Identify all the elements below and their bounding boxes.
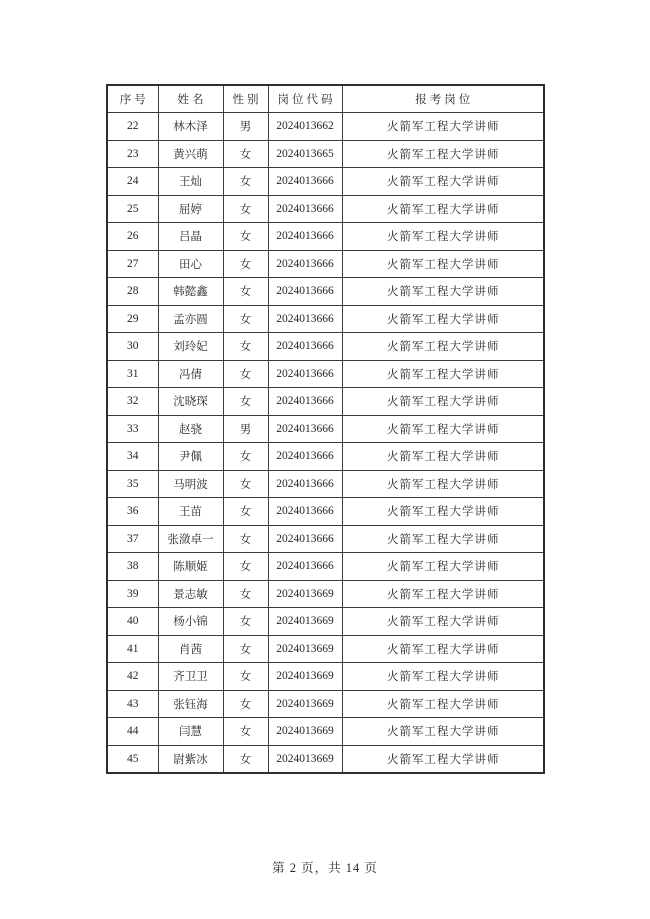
cell-name: 冯倩 — [158, 360, 223, 388]
applicant-table — [106, 84, 545, 774]
column-header-gender: 性别 — [223, 85, 268, 113]
cell-gender: 男 — [223, 415, 268, 443]
cell-position: 火箭军工程大学讲师 — [342, 745, 544, 773]
cell-serial: 23 — [107, 140, 158, 168]
cell-position: 火箭军工程大学讲师 — [342, 663, 544, 691]
cell-position: 火箭军工程大学讲师 — [342, 360, 544, 388]
cell-gender: 女 — [223, 470, 268, 498]
cell-name: 屈婷 — [158, 195, 223, 223]
cell-name: 韩懿鑫 — [158, 278, 223, 306]
cell-gender: 女 — [223, 635, 268, 663]
table-row — [107, 113, 544, 141]
cell-gender: 女 — [223, 223, 268, 251]
cell-gender: 女 — [223, 140, 268, 168]
column-header-position: 报考岗位 — [342, 85, 544, 113]
cell-name: 刘玲妃 — [158, 333, 223, 361]
cell-serial: 28 — [107, 278, 158, 306]
cell-gender: 男 — [223, 113, 268, 141]
cell-code: 2024013666 — [268, 333, 342, 361]
cell-gender: 女 — [223, 305, 268, 333]
cell-serial: 27 — [107, 250, 158, 278]
cell-gender: 女 — [223, 250, 268, 278]
cell-name: 黄兴萌 — [158, 140, 223, 168]
cell-name: 赵骁 — [158, 415, 223, 443]
cell-gender: 女 — [223, 498, 268, 526]
cell-name: 田心 — [158, 250, 223, 278]
table-row — [107, 415, 544, 443]
cell-position: 火箭军工程大学讲师 — [342, 415, 544, 443]
cell-gender: 女 — [223, 663, 268, 691]
cell-name: 吕晶 — [158, 223, 223, 251]
cell-name: 肖茜 — [158, 635, 223, 663]
cell-gender: 女 — [223, 718, 268, 746]
cell-code: 2024013662 — [268, 113, 342, 141]
cell-serial: 24 — [107, 168, 158, 196]
cell-serial: 40 — [107, 608, 158, 636]
table-row — [107, 690, 544, 718]
cell-serial: 39 — [107, 580, 158, 608]
table-row — [107, 470, 544, 498]
cell-serial: 29 — [107, 305, 158, 333]
cell-serial: 42 — [107, 663, 158, 691]
cell-code: 2024013666 — [268, 305, 342, 333]
cell-code: 2024013666 — [268, 388, 342, 416]
cell-position: 火箭军工程大学讲师 — [342, 580, 544, 608]
cell-code: 2024013669 — [268, 745, 342, 773]
cell-code: 2024013669 — [268, 690, 342, 718]
cell-position: 火箭军工程大学讲师 — [342, 140, 544, 168]
cell-name: 景志敏 — [158, 580, 223, 608]
cell-serial: 36 — [107, 498, 158, 526]
table-row — [107, 443, 544, 471]
cell-code: 2024013666 — [268, 443, 342, 471]
cell-position: 火箭军工程大学讲师 — [342, 498, 544, 526]
cell-position: 火箭军工程大学讲师 — [342, 195, 544, 223]
cell-position: 火箭军工程大学讲师 — [342, 305, 544, 333]
cell-serial: 44 — [107, 718, 158, 746]
cell-name: 沈晓琛 — [158, 388, 223, 416]
cell-name: 王灿 — [158, 168, 223, 196]
cell-serial: 38 — [107, 553, 158, 581]
cell-name: 张潋卓一 — [158, 525, 223, 553]
column-header-code: 岗位代码 — [268, 85, 342, 113]
table-row — [107, 718, 544, 746]
cell-code: 2024013669 — [268, 580, 342, 608]
cell-gender: 女 — [223, 333, 268, 361]
cell-code: 2024013666 — [268, 250, 342, 278]
cell-name: 马明波 — [158, 470, 223, 498]
cell-gender: 女 — [223, 525, 268, 553]
cell-gender: 女 — [223, 553, 268, 581]
table-row — [107, 498, 544, 526]
page-number: 第 2 页，共 14 页 — [272, 861, 378, 875]
column-header-name: 姓名 — [158, 85, 223, 113]
cell-code: 2024013666 — [268, 223, 342, 251]
table-body — [107, 113, 544, 773]
cell-code: 2024013666 — [268, 278, 342, 306]
table-row — [107, 140, 544, 168]
cell-position: 火箭军工程大学讲师 — [342, 388, 544, 416]
cell-code: 2024013669 — [268, 608, 342, 636]
cell-position: 火箭军工程大学讲师 — [342, 223, 544, 251]
table-row — [107, 223, 544, 251]
table-row — [107, 388, 544, 416]
cell-code: 2024013669 — [268, 718, 342, 746]
cell-name: 陈顺姬 — [158, 553, 223, 581]
cell-name: 王苗 — [158, 498, 223, 526]
cell-serial: 26 — [107, 223, 158, 251]
cell-serial: 30 — [107, 333, 158, 361]
cell-name: 孟亦圆 — [158, 305, 223, 333]
cell-gender: 女 — [223, 168, 268, 196]
cell-serial: 43 — [107, 690, 158, 718]
cell-position: 火箭军工程大学讲师 — [342, 333, 544, 361]
cell-code: 2024013669 — [268, 635, 342, 663]
cell-position: 火箭军工程大学讲师 — [342, 168, 544, 196]
cell-position: 火箭军工程大学讲师 — [342, 278, 544, 306]
cell-position: 火箭军工程大学讲师 — [342, 608, 544, 636]
cell-gender: 女 — [223, 388, 268, 416]
cell-serial: 34 — [107, 443, 158, 471]
cell-serial: 45 — [107, 745, 158, 773]
cell-code: 2024013669 — [268, 663, 342, 691]
table-row — [107, 745, 544, 773]
cell-name: 闫慧 — [158, 718, 223, 746]
table-row — [107, 250, 544, 278]
cell-code: 2024013666 — [268, 415, 342, 443]
cell-serial: 37 — [107, 525, 158, 553]
cell-position: 火箭军工程大学讲师 — [342, 113, 544, 141]
cell-position: 火箭军工程大学讲师 — [342, 635, 544, 663]
cell-name: 杨小锦 — [158, 608, 223, 636]
cell-position: 火箭军工程大学讲师 — [342, 470, 544, 498]
table-row — [107, 305, 544, 333]
cell-gender: 女 — [223, 360, 268, 388]
cell-gender: 女 — [223, 745, 268, 773]
cell-gender: 女 — [223, 443, 268, 471]
cell-serial: 22 — [107, 113, 158, 141]
column-header-serial: 序号 — [107, 85, 158, 113]
table-header-row — [107, 85, 544, 113]
cell-gender: 女 — [223, 690, 268, 718]
cell-code: 2024013666 — [268, 525, 342, 553]
cell-name: 尉紫冰 — [158, 745, 223, 773]
table-row — [107, 553, 544, 581]
cell-name: 张钰海 — [158, 690, 223, 718]
cell-serial: 32 — [107, 388, 158, 416]
table-row — [107, 360, 544, 388]
cell-gender: 女 — [223, 278, 268, 306]
table-row — [107, 525, 544, 553]
cell-gender: 女 — [223, 195, 268, 223]
cell-position: 火箭军工程大学讲师 — [342, 718, 544, 746]
cell-code: 2024013666 — [268, 360, 342, 388]
table-row — [107, 278, 544, 306]
cell-name: 尹佩 — [158, 443, 223, 471]
cell-code: 2024013666 — [268, 470, 342, 498]
cell-gender: 女 — [223, 608, 268, 636]
cell-serial: 35 — [107, 470, 158, 498]
table-row — [107, 195, 544, 223]
cell-code: 2024013666 — [268, 168, 342, 196]
cell-code: 2024013666 — [268, 195, 342, 223]
cell-position: 火箭军工程大学讲师 — [342, 553, 544, 581]
cell-position: 火箭军工程大学讲师 — [342, 443, 544, 471]
cell-position: 火箭军工程大学讲师 — [342, 690, 544, 718]
cell-code: 2024013666 — [268, 553, 342, 581]
table-row — [107, 608, 544, 636]
cell-name: 齐卫卫 — [158, 663, 223, 691]
table-row — [107, 580, 544, 608]
cell-code: 2024013665 — [268, 140, 342, 168]
cell-position: 火箭军工程大学讲师 — [342, 525, 544, 553]
cell-name: 林木泽 — [158, 113, 223, 141]
cell-position: 火箭军工程大学讲师 — [342, 250, 544, 278]
cell-serial: 41 — [107, 635, 158, 663]
table-row — [107, 333, 544, 361]
table-row — [107, 635, 544, 663]
cell-code: 2024013666 — [268, 498, 342, 526]
cell-serial: 31 — [107, 360, 158, 388]
cell-serial: 33 — [107, 415, 158, 443]
table-row — [107, 663, 544, 691]
cell-gender: 女 — [223, 580, 268, 608]
table-row — [107, 168, 544, 196]
cell-serial: 25 — [107, 195, 158, 223]
